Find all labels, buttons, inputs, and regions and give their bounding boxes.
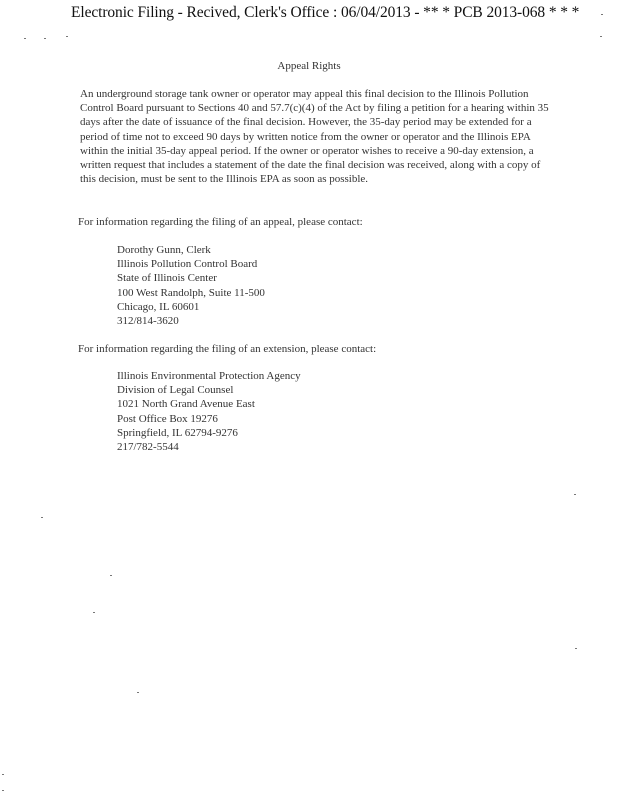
scan-speck — [41, 517, 43, 518]
page-title: Appeal Rights — [277, 60, 341, 72]
address-line-phone: 217/782-5544 — [117, 441, 179, 454]
scan-speck — [600, 36, 602, 37]
address-line-street: 1021 North Grand Avenue East — [117, 398, 255, 411]
scan-speck — [110, 575, 112, 576]
scan-speck — [601, 14, 603, 15]
scan-speck — [66, 36, 68, 37]
scan-speck — [2, 790, 4, 791]
appeal-contact-intro: For information regarding the filing of an appeal, please contact: — [78, 216, 363, 228]
address-line-phone: 312/814-3620 — [117, 315, 179, 328]
address-line-street: 100 West Randolph, Suite 11-500 — [117, 286, 265, 299]
filing-stamp-header: Electronic Filing - Recived, Clerk's Office : 06/04/2013 - ** * PCB 2013-068 * * * — [71, 4, 580, 21]
extension-contact-address — [117, 369, 437, 454]
address-line-org: Illinois Pollution Control Board — [117, 258, 258, 271]
address-line-city: Chicago, IL 60601 — [117, 300, 200, 313]
address-line-building: State of Illinois Center — [117, 272, 217, 285]
scan-speck — [44, 38, 46, 39]
address-line-name: Dorothy Gunn, Clerk — [117, 244, 211, 256]
scan-speck — [24, 38, 26, 39]
address-line-org: Illinois Environmental Protection Agency — [117, 370, 301, 382]
extension-contact-intro: For information regarding the filing of an extension, please contact: — [78, 343, 377, 355]
appeal-rights-paragraph: An underground storage tank owner or operator may appeal this final decision to the Illinois Pollution Control Board pursuant to Sections 40 and 57.7(c)(4) of the Act by filing a petition for a hearing within 35 days after the date of issuance of the final decision. However, the 35-day period may be extended for a period of time not to exceed 90 days by written notice from the owner or operator and the Illinois EPA within the initial 35-day appeal period. If the owner or operator wishes to receive a 90-day extension, a written request that includes a statement of the date the final decision was received, along with a copy of this decision, must be sent to the Illinois EPA as soon as possible. — [80, 88, 549, 186]
appeal-contact-address — [117, 243, 437, 328]
address-line-division: Division of Legal Counsel — [117, 384, 234, 397]
scan-speck — [137, 692, 139, 693]
address-line-city: Springfield, IL 62794-9276 — [117, 426, 238, 439]
scan-speck — [575, 648, 577, 649]
scan-speck — [2, 774, 4, 775]
scan-speck — [574, 494, 576, 495]
address-line-po-box: Post Office Box 19276 — [117, 412, 218, 425]
scan-speck — [93, 612, 95, 613]
